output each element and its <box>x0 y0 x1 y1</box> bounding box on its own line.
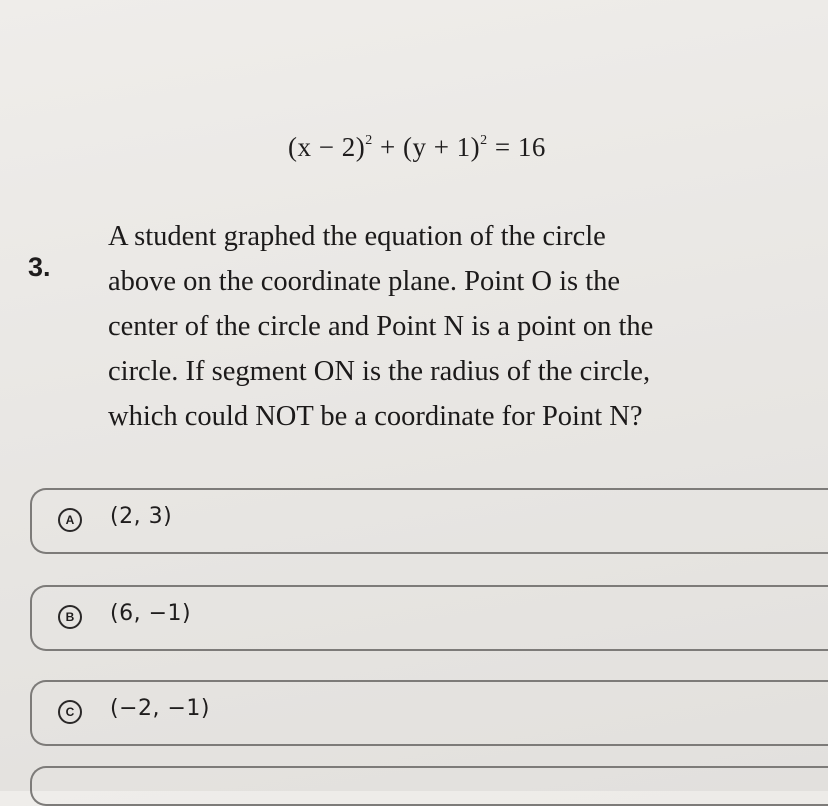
equation-equals: = <box>494 132 511 162</box>
question-line: A student graphed the equation of the circle <box>108 221 606 252</box>
equation-rhs: 16 <box>517 132 546 162</box>
circle-equation <box>288 132 546 163</box>
choice-letter-a-icon: A <box>58 508 82 532</box>
choice-value-c: (−2, −1) <box>110 696 211 721</box>
choice-value-b: (6, −1) <box>110 601 192 626</box>
question-line: circle. If segment ON is the radius of the circle, <box>108 356 651 387</box>
question-text <box>108 214 768 439</box>
question-line: center of the circle and Point N is a point on the <box>108 311 654 342</box>
answer-choice-d-partial[interactable] <box>30 766 828 806</box>
question-number: 3. <box>28 252 51 282</box>
equation-y-term: $(y + 1)^2$ <box>402 132 488 162</box>
equation-x-term: $(x - 2)^2$ <box>288 132 373 162</box>
answer-choice-a[interactable] <box>30 488 828 554</box>
choice-letter-b-icon: B <box>58 605 82 629</box>
choice-value-a: (2, 3) <box>110 504 173 529</box>
answer-choice-b[interactable] <box>30 585 828 651</box>
question-line: above on the coordinate plane. Point O is the <box>108 266 621 297</box>
choice-letter-c-icon: C <box>58 700 82 724</box>
equation-plus: + <box>379 132 396 162</box>
answer-choice-c[interactable] <box>30 680 828 746</box>
question-line: which could NOT be a coordinate for Point N? <box>108 401 643 432</box>
